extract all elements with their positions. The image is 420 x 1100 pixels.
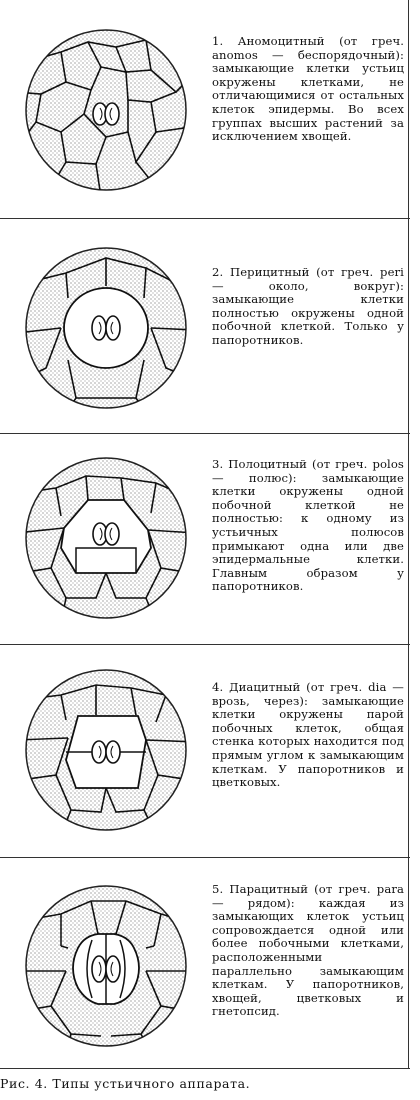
divider-3: [0, 644, 410, 645]
diacytic-stomata-drawing: [6, 660, 206, 840]
anomocytic-description: 1. Аномоцитный (от греч. anomos — беспорядочный): замыкающие клетки устьиц окружены клетками, не отличающимися от остальных клеток эпидермы. Во всех группах высших растений за исключением хвощей.: [212, 34, 404, 144]
anomocytic-stomata-drawing: [6, 22, 206, 202]
divider-4: [0, 857, 410, 858]
paracytic-description: 5. Парацитный (от греч. para — рядом): каждая из замыкающих клеток устьиц сопровождается одной или более побочными клетками, расположенными параллельно замыкающим клеткам. У папоротников, хвощей, цветковых и гнетопсид.: [212, 882, 404, 1019]
polocytic-description: 3. Полоцитный (от греч. polos — полюс): замыкающие клетки окружены одной побочной клеткой не полностью: к одному из устьичных полюсов примыкают одна или две эпидермальные клетки. Главным образом у папоротников.: [212, 457, 404, 594]
figure-caption: Рис. 4. Типы устьичного аппарата.: [0, 1076, 251, 1091]
divider-1: [0, 218, 410, 219]
diacytic-description: 4. Диацитный (от греч. dia — врозь, через): замыкающие клетки окружены парой побочных клеток, общая стенка которых находится под прямым углом к замыкающим клеткам. У папоротников и цветковых.: [212, 680, 404, 790]
divider-2: [0, 433, 410, 434]
pericytic-description: 2. Перицитный (от греч. peri — около, вокруг): замыкающие клетки полностью окружены одной побочной клеткой. Только у папоротников.: [212, 265, 404, 347]
polocytic-stomata-drawing: [6, 448, 206, 628]
divider-5: [0, 1068, 410, 1069]
pericytic-stomata-drawing: [6, 238, 206, 418]
paracytic-stomata-drawing: [6, 876, 206, 1056]
